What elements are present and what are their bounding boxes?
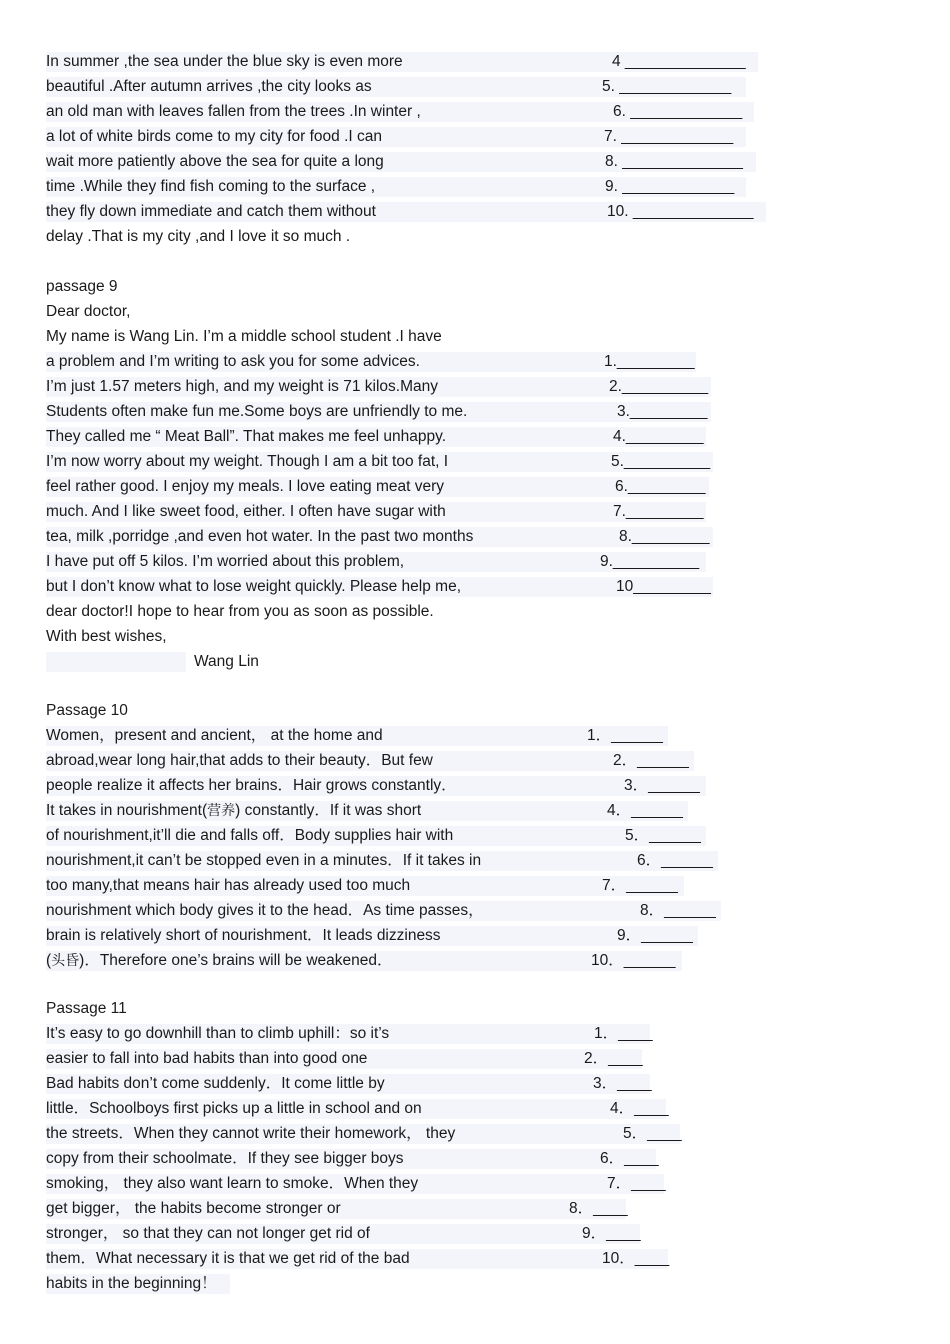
answer-blank-6[interactable]: 6._________ <box>615 478 706 495</box>
text-line: wait more patiently above the sea for quite a long <box>46 152 756 172</box>
text-line: they fly down immediate and catch them without <box>46 202 766 222</box>
text-line: nourishment,it can’t be stopped even in a minutes．If it takes in <box>46 851 718 871</box>
answer-blank-2[interactable]: 2．____ <box>584 1050 643 1067</box>
text-line: the streets．When they cannot write their homework， they <box>46 1124 680 1144</box>
chinese-gloss: 头昏 <box>51 953 80 969</box>
text-line: beautiful .After autumn arrives ,the city looks as <box>46 77 746 97</box>
answer-blank-2[interactable]: 2．______ <box>613 752 689 769</box>
answer-blank-8[interactable]: 8. ______________ <box>605 153 743 170</box>
text-line: brain is relatively short of nourishment．It leads dizziness <box>46 926 698 946</box>
answer-blank-3[interactable]: 3．____ <box>593 1075 652 1092</box>
text-line: too many,that means hair has already used too much <box>46 876 684 896</box>
answer-blank-6[interactable]: 6. _____________ <box>613 103 743 120</box>
answer-blank-8[interactable]: 8._________ <box>619 528 710 545</box>
text-line: time .While they find fish coming to the surface , <box>46 177 746 197</box>
answer-blank-9[interactable]: 9. _____________ <box>605 178 735 195</box>
answer-blank-10[interactable]: 10．____ <box>602 1250 670 1267</box>
text-line: I have put off 5 kilos. I’m worried about this problem, <box>46 552 706 572</box>
text-line: stronger， so that they can not longer get rid of <box>46 1224 640 1244</box>
answer-blank-5[interactable]: 5．______ <box>625 827 701 844</box>
answer-blank-2[interactable]: 2.__________ <box>609 378 709 395</box>
text-line: dear doctor!I hope to hear from you as soon as possible. <box>46 603 434 620</box>
text-line: abroad,wear long hair,that adds to their beauty．But few <box>46 751 694 771</box>
answer-blank-7[interactable]: 7．____ <box>607 1175 666 1192</box>
text-segment: ( <box>46 952 52 969</box>
text-line: In summer ,the sea under the blue sky is even more <box>46 52 758 72</box>
passage-title: Passage 10 <box>46 702 128 719</box>
text-line: a problem and I’m writing to ask you for some advices. <box>46 352 696 372</box>
text-line <box>46 801 688 821</box>
answer-blank-8[interactable]: 8．______ <box>640 902 716 919</box>
text-line: habits in the beginning！ <box>46 1274 230 1294</box>
answer-blank-10[interactable]: 10．______ <box>591 952 676 969</box>
text-line: easier to fall into bad habits than into good one <box>46 1049 642 1069</box>
answer-blank-3[interactable]: 3．______ <box>624 777 700 794</box>
text-line: delay .That is my city ,and I love it so much . <box>46 228 351 245</box>
answer-blank-1[interactable]: 1．____ <box>594 1025 653 1042</box>
answer-blank-9[interactable]: 9．____ <box>582 1225 641 1242</box>
answer-blank-4[interactable]: 4．______ <box>607 802 683 819</box>
text-line: Students often make fun me.Some boys are unfriendly to me. <box>46 402 711 422</box>
answer-blank-6[interactable]: 6．____ <box>600 1150 659 1167</box>
text-line: They called me “ Meat Ball”. That makes me feel unhappy. <box>46 427 706 447</box>
answer-blank-4[interactable]: 4．____ <box>610 1100 669 1117</box>
answer-blank-5[interactable]: 5．____ <box>623 1125 682 1142</box>
text-segment: It takes in nourishment( <box>46 802 208 819</box>
text-line: Bad habits don’t come suddenly．It come little by <box>46 1074 650 1094</box>
answer-blank-9[interactable]: 9．______ <box>617 927 693 944</box>
text-line: I’m just 1.57 meters high, and my weight is 71 kilos.Many <box>46 377 711 397</box>
text-segment: ) constantly．If it was short <box>235 802 422 819</box>
text-line: of nourishment,it’ll die and falls off．Body supplies hair with <box>46 826 706 846</box>
answer-blank-9[interactable]: 9.__________ <box>600 553 700 570</box>
chinese-gloss: 营养 <box>207 803 236 819</box>
text-line: feel rather good. I enjoy my meals. I love eating meat very <box>46 477 709 497</box>
text-line: little．Schoolboys first picks up a little in school and on <box>46 1099 666 1119</box>
answer-blank-10[interactable]: 10_________ <box>616 578 711 595</box>
answer-blank-4[interactable]: 4._________ <box>613 428 704 445</box>
text-line: an old man with leaves fallen from the trees .In winter , <box>46 102 754 122</box>
text-line <box>46 951 682 971</box>
answer-blank-5[interactable]: 5.__________ <box>611 453 711 470</box>
passage-title: Passage 11 <box>46 1000 127 1017</box>
passage-title: passage 9 <box>46 278 118 295</box>
answer-blank-1[interactable]: 1．______ <box>587 727 663 744</box>
answer-blank-3[interactable]: 3._________ <box>617 403 708 420</box>
letter-greeting: Dear doctor, <box>46 303 131 320</box>
text-line: I’m now worry about my weight. Though I am a bit too fat, I <box>46 452 713 472</box>
text-line: get bigger， the habits become stronger or <box>46 1199 626 1219</box>
answer-blank-7[interactable]: 7. _____________ <box>604 128 734 145</box>
text-line: a lot of white birds come to my city for food .I can <box>46 127 746 147</box>
text-line: nourishment which body gives it to the head．As time passes， <box>46 901 721 921</box>
text-line: much. And I like sweet food, either. I often have sugar with <box>46 502 706 522</box>
text-line: them．What necessary it is that we get rid of the bad <box>46 1249 668 1269</box>
answer-blank-8[interactable]: 8．____ <box>569 1200 628 1217</box>
letter-closing: With best wishes, <box>46 628 167 645</box>
text-line: It’s easy to go downhill than to climb uphill：so it’s <box>46 1024 650 1044</box>
answer-blank-4[interactable]: 4 ______________ <box>612 53 746 70</box>
text-segment: )．Therefore one’s brains will be weakened． <box>79 952 393 969</box>
answer-blank-6[interactable]: 6．______ <box>637 852 713 869</box>
text-line: My name is Wang Lin. I’m a middle school student .I have <box>46 328 442 345</box>
text-line: but I don’t know what to lose weight quickly. Please help me, <box>46 577 713 597</box>
answer-blank-7[interactable]: 7._________ <box>613 503 704 520</box>
text-line: copy from their schoolmate．If they see bigger boys <box>46 1149 656 1169</box>
text-line: people realize it affects her brains．Hair grows constantly． <box>46 776 706 796</box>
answer-blank-7[interactable]: 7．______ <box>602 877 678 894</box>
answer-blank-10[interactable]: 10. ______________ <box>607 203 754 220</box>
answer-blank-5[interactable]: 5. _____________ <box>602 78 732 95</box>
answer-blank-1[interactable]: 1._________ <box>604 353 695 370</box>
text-line: smoking， they also want learn to smoke．When they <box>46 1174 664 1194</box>
text-line: Women，present and ancient， at the home and <box>46 726 668 746</box>
letter-signature: Wang Lin <box>46 652 264 672</box>
text-line: tea, milk ,porridge ,and even hot water. In the past two months <box>46 527 713 547</box>
